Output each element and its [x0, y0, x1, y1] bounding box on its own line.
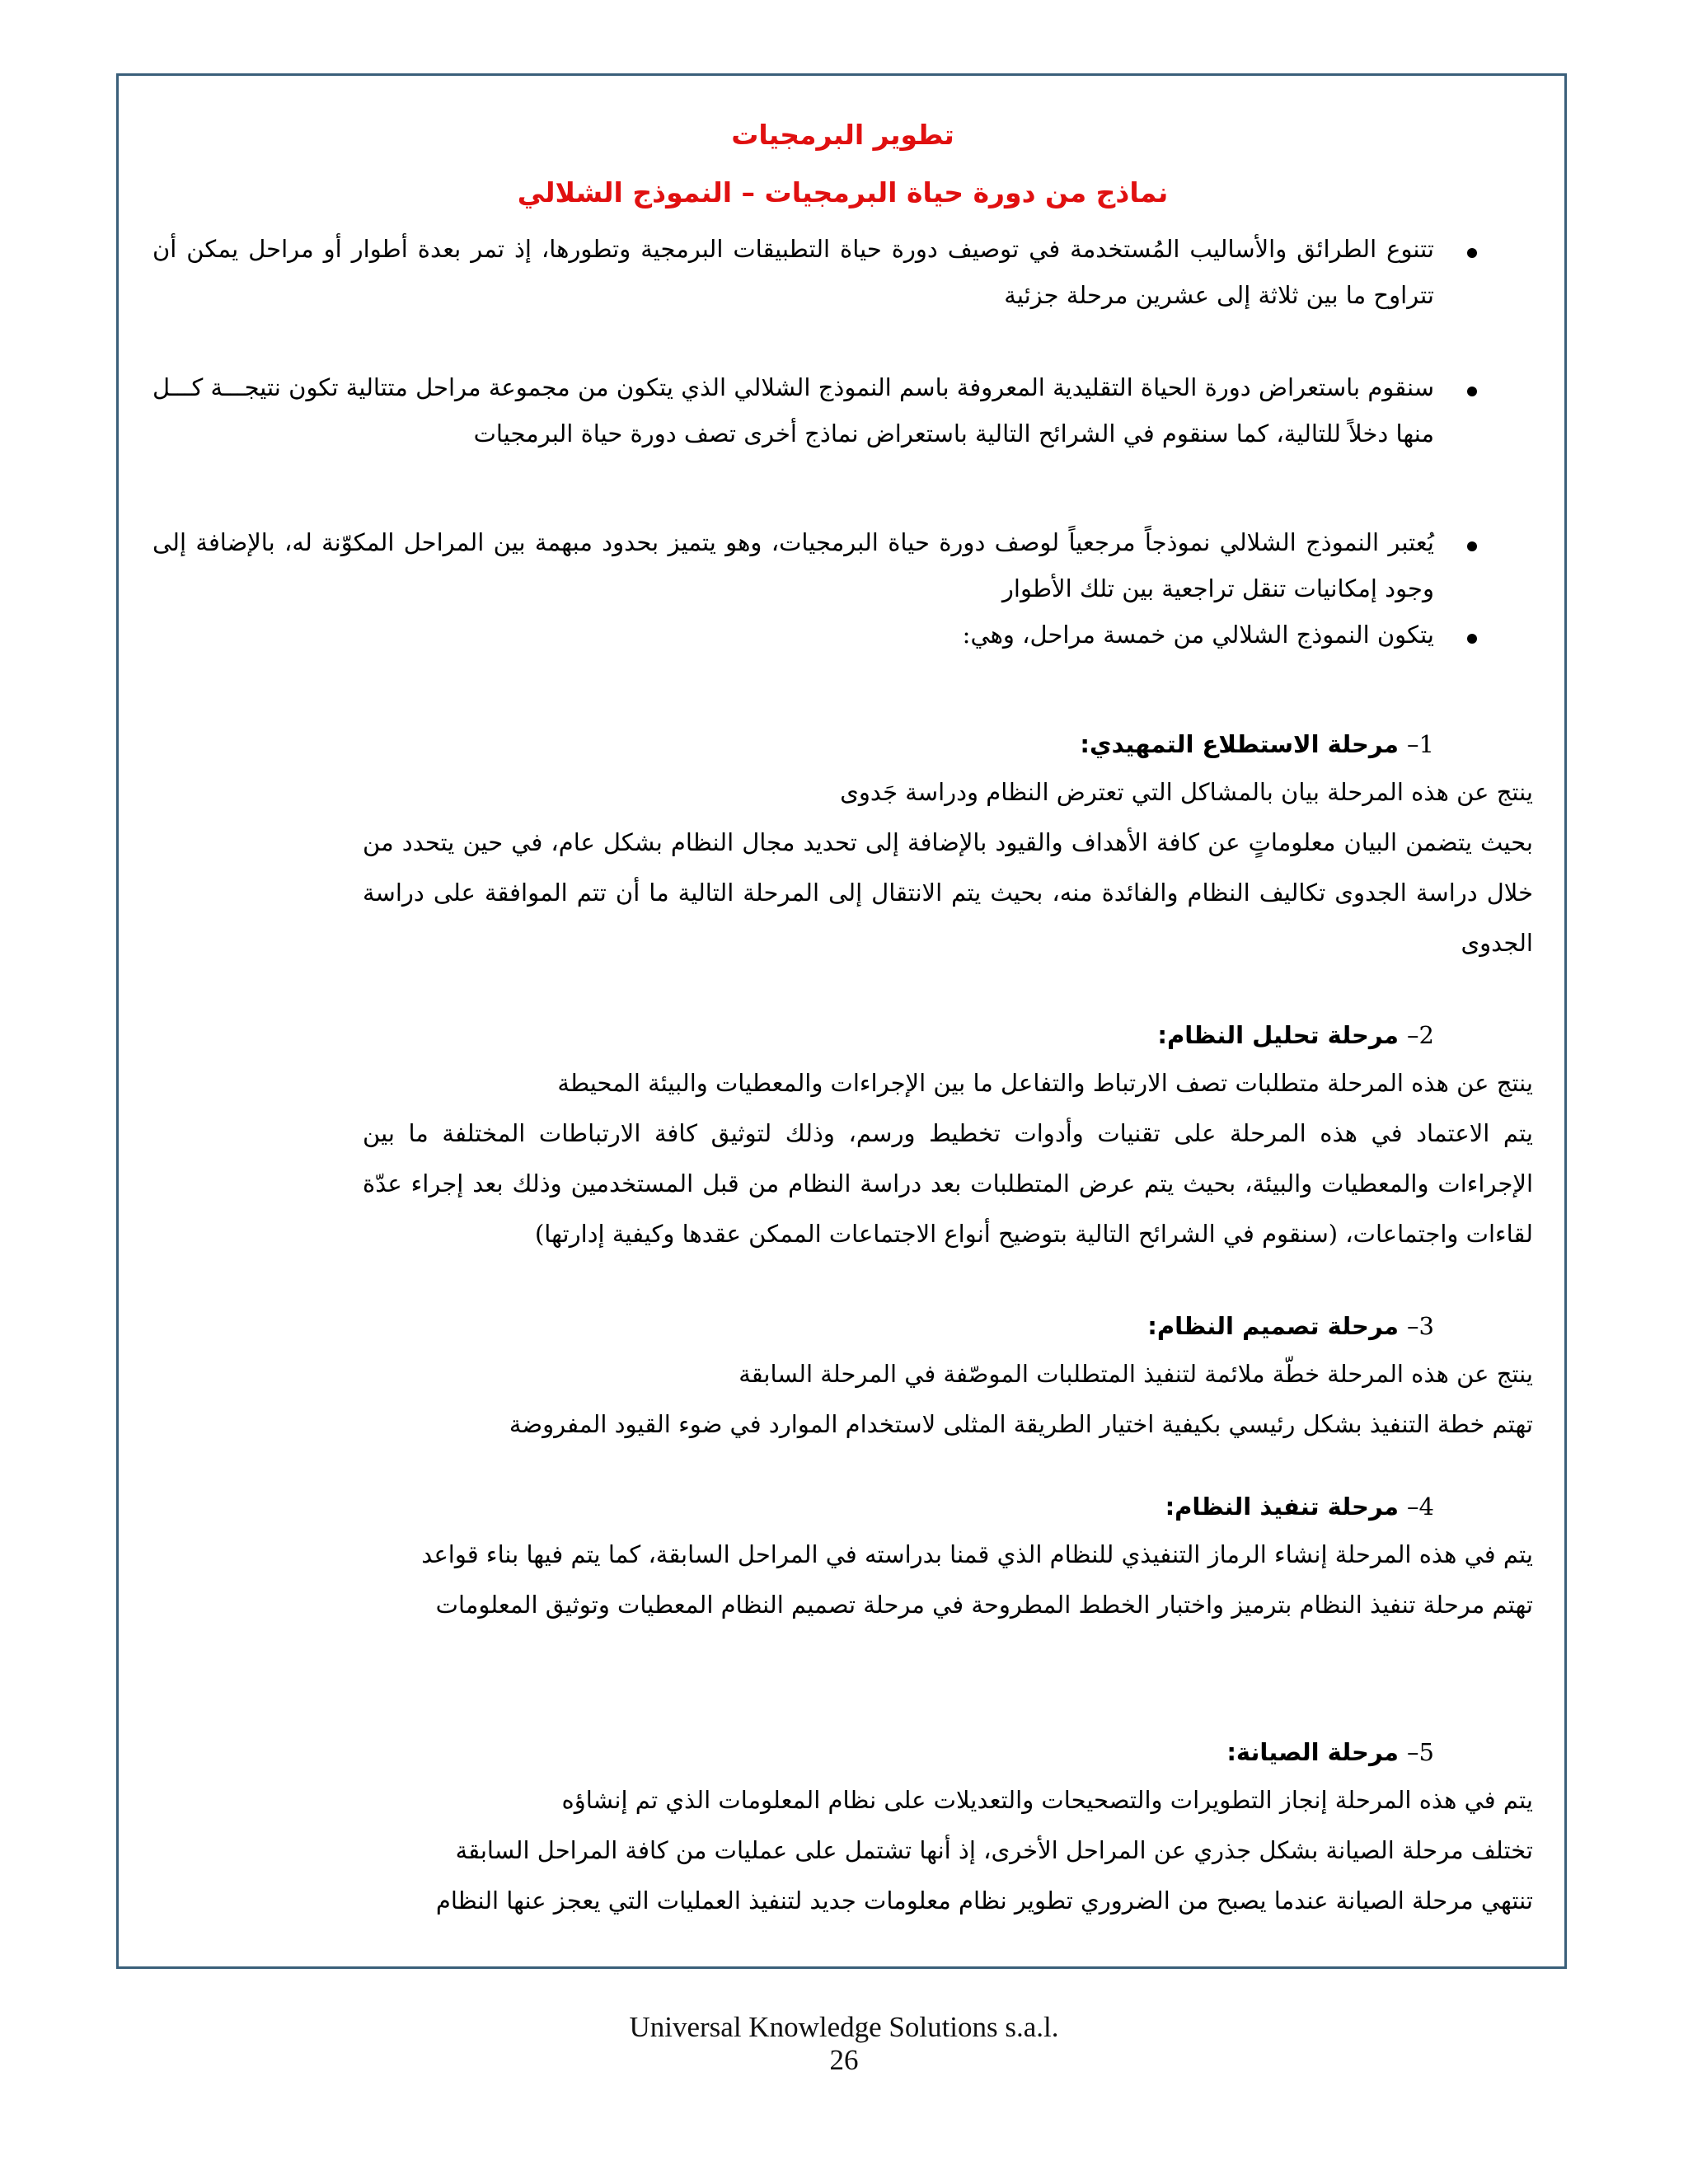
- bullet-icon: [1467, 634, 1477, 644]
- section-heading: 3– مرحلة تصميم النظام:: [1147, 1312, 1434, 1340]
- section-text: تختلف مرحلة الصيانة بشكل جذري عن المراحل الأخرى، إذ أنها تشتمل على عمليات من كافة المراحل السابقة: [455, 1836, 1533, 1864]
- page-subtitle: نماذج من دورة حياة البرمجيات – النموذج الشلالي: [517, 176, 1169, 209]
- bullet-item: يتكون النموذج الشلالي من خمسة مراحل، وهي:: [152, 612, 1533, 658]
- section-text: تهتم خطة التنفيذ بشكل رئيسي بكيفية اختيار الطريقة المثلى لاستخدام الموارد في ضوء القيود المفروضة: [509, 1410, 1533, 1438]
- section-heading: 4– مرحلة تنفيذ النظام:: [1165, 1493, 1434, 1521]
- phase-section-1: [363, 721, 1533, 968]
- phase-section-4: [363, 1483, 1533, 1630]
- section-heading: 2– مرحلة تحليل النظام:: [1157, 1021, 1434, 1049]
- bullet-icon: [1467, 387, 1477, 396]
- section-text: يتم الاعتماد في هذه المرحلة على تقنيات وأدوات تخطيط ورسم، وذلك لتوثيق كافة الارتباطات المختلفة ما بين الإجراءات والمعطيات والبيئة، بحيث يتم عرض المتطلبات بعد دراسة النظام من قبل المستخدمين وذلك بعد إجراء عدّة لقاءات واجتماعات، (سنقوم في الشرائح التالية بتوضيح أنواع الاجتماعات الممكن عقدها وكيفية إدارتها): [363, 1119, 1533, 1248]
- bullet-icon: [1467, 248, 1477, 258]
- phase-section-5: [363, 1729, 1533, 1926]
- bullet-item: يُعتبر النموذج الشلالي نموذجاً مرجعياً لوصف دورة حياة البرمجيات، وهو يتميز بحدود مبهمة بين المراحل المكوّنة له، بالإضافة إلى وجود إمكانيات تنقل تراجعية بين تلك الأطوار: [152, 519, 1533, 612]
- section-text: بحيث يتضمن البيان معلوماتٍ عن كافة الأهداف والقيود بالإضافة إلى تحديد مجال النظام بشكل عام، في حين يتحدد من خلال دراسة الجدوى تكاليف النظام والفائدة منه، بحيث يتم الانتقال إلى المرحلة التالية ما أن تتم الموافقة على دراسة الجدوى: [363, 828, 1533, 957]
- document-body: [152, 115, 1533, 658]
- section-text: ينتج عن هذه المرحلة بيان بالمشاكل التي تعترض النظام ودراسة جَدوى: [840, 778, 1533, 806]
- footer-page-number: 26: [829, 2044, 859, 2076]
- section-heading: 5– مرحلة الصيانة:: [1226, 1738, 1434, 1766]
- section-text: ينتج عن هذه المرحلة خطّة ملائمة لتنفيذ المتطلبات الموصّفة في المرحلة السابقة: [738, 1360, 1533, 1388]
- bullet-item: سنقوم باستعراض دورة الحياة التقليدية المعروفة باسم النموذج الشلالي الذي يتكون من مجموعة مراحل متتالية تكون نتيجـــة كـــل منها دخلاً للتالية، كما سنقوم في الشرائح التالية باستعراض نماذج أخرى تصف دورة حياة البرمجيات: [152, 364, 1533, 457]
- intro-bullet-list: [152, 226, 1533, 658]
- section-text: تهتم مرحلة تنفيذ النظام بترميز واختبار الخطط المطروحة في مرحلة تصميم النظام المعطيات وتوثيق المعلومات: [435, 1591, 1533, 1619]
- bullet-item: تتنوع الطرائق والأساليب المُستخدمة في توصيف دورة حياة التطبيقات البرمجية وتطورها، إذ تمر بعدة أطوار أو مراحل يمكن أن تتراوح ما بين ثلاثة إلى عشرين مرحلة جزئية: [152, 226, 1533, 318]
- section-text: يتم في هذه المرحلة إنجاز التطويرات والتصحيحات والتعديلات على نظام المعلومات الذي تم إنشاؤه: [561, 1786, 1533, 1814]
- section-heading: 1– مرحلة الاستطلاع التمهيدي:: [1080, 730, 1434, 758]
- phase-section-2: [363, 1012, 1533, 1259]
- section-text: تنتهي مرحلة الصيانة عندما يصبح من الضروري تطوير نظام معلومات جديد لتنفيذ العمليات التي يعجز عنها النظام: [435, 1886, 1533, 1915]
- bullet-icon: [1467, 541, 1477, 551]
- page-title: تطوير البرمجيات: [731, 119, 954, 151]
- footer-company: Universal Knowledge Solutions s.a.l.: [629, 2011, 1059, 2043]
- section-text: يتم في هذه المرحلة إنشاء الرماز التنفيذي للنظام الذي قمنا بدراسته في المراحل السابقة، كما يتم فيها بناء قواعد: [421, 1540, 1533, 1568]
- phase-section-3: [363, 1303, 1533, 1450]
- section-text: ينتج عن هذه المرحلة متطلبات تصف الارتباط والتفاعل ما بين الإجراءات والمعطيات والبيئة المحيطة: [557, 1069, 1533, 1097]
